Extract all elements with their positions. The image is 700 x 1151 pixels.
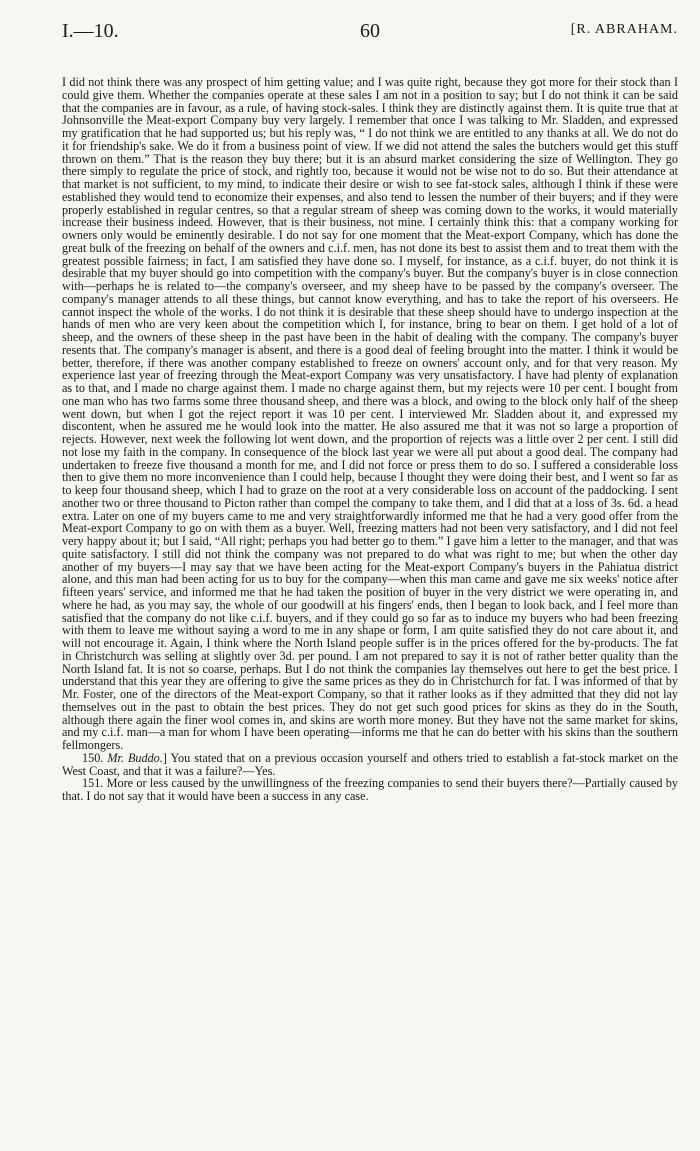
question-number: 150. — [82, 750, 104, 765]
page-number: 60 — [360, 20, 380, 42]
evidence-paragraph: I did not think there was any prospect of him getting value; and I was quite right, because they got more for their stock than I could give them. Whether the companies operate at these sales I am not in a position to say; but I do not think it can be said that the companies are in favour, as a rule, of having stock-sales. I think they are distinctly against them. It is quite true that at Johnsonville the Meat-export Company buy very largely. I remember that once I was talking to Mr. Sladden, and expressed my gratification that he had supported us; but his reply was, “ I do not think we are entitled to any thanks at all. We do not do it for friendship's sake. We do it from a business point of view. If we did not attend the sales the butchers would get this stuff thrown on them.” That is the reason they buy there; but it is an absurd market considering the size of Wellington. They go there simply to regulate the price of stock, and rightly too, because it would not be wise not to do so. But their attendance at that market is not sufficient, to my mind, to indicate their desire or wish to see fat-stock sales, although I think if these were established they would tend to economize their expenses, and also tend to lessen the number of their buyers; and if they were properly established in regular centres, so that a regular stream of sheep was coming down to the works, it would materially increase their business indeed. However, that is their business, not mine. I certainly think this: that a company working for owners only would be eminently desirable. I do not say for one moment that the Meat-export Company, which has done the great bulk of the freezing on behalf of the owners and c.i.f. men, has not done its best to assist them and to treat them with the greatest possible fairness; in fact, I am satisfied they have done so. I myself, for instance, as a c.i.f. buyer, do not think it is desirable that my buyer should go into competition with the company's buyer. But the company's buyer is in close connection with—perhaps he is related to—the company's overseer, and my sheep have to be passed by the company's overseer. The company's manager attends to all these things, but cannot know everything, and has to take the report of his overseers. He cannot inspect the whole of the works. I do not think it is desirable that these sheep should have to undergo inspection at the hands of men who are very keen about the competition which I, for instance, bring to bear on them. I get hold of a lot of sheep, and the owners of these sheep in the past have been in the habit of dealing with the company. The company's buyer resents that. The company's manager is absent, and there is a good deal of feeling brought into the matter. I think it would be better, therefore, if there was another company established to freeze on owners' account only, and for that very reason. My experience last year of freezing through the Meat-export Company was very unsatisfactory. I have had plenty of explanation as to that, and I made no charge against them. I made no charge against them, but my rejects were 10 per cent. I bought from one man who has two farms some three thousand sheep, and there was a block, and owing to the block only half of the sheep went down, but when I got the reject report it was 10 per cent. I interviewed Mr. Sladden about it, and expressed my discontent, when he assured me he would look into the matter. He also assured me that it was not so large a proportion of rejects. However, next week the following lot went down, and the proportion of rejects was a little over 2 per cent. I still did not lose my faith in the company. In consequence of the block last year we were all put about a good deal. The company had undertaken to freeze five thousand a month for me, and I did not force or press them to do so. I suffered a considerable loss then to give them no more inconvenience than I could help, because I thought they were doing their best, and I went so far as to keep four thousand sheep, which I had to graze on the root at a very considerable loss on account of the paddocking. I sent another two or three thousand to Picton rather than compel the company to take them, and I did that at a loss of 3s. 6d. a head extra. Later on one of my buyers came to me and very straightforwardly informed me that he had a very good offer from the Meat-export Company to go on with them as a buyer. Well, freezing matters had not been very satisfactory, and I did not feel very happy about it; but I said, “All right; perhaps you had better go to them.” I gave him a letter to the manager, and that was quite satisfactory. I still did not think the company was not prepared to do what was right to me; but when the other day another of my buyers—I may say that we have been acting for the Meat-export Company's buyers in the Pahiatua district alone, and this man had been acting for us to buy for the company—when this man came and gave me six weeks' notice after fifteen years' service, and informed me that he had taken the position of buyer in the very district we were operating in, and where he had, as you may say, the whole of our goodwill at his fingers' ends, then I began to look back, and I feel more than satisfied that the company do not like c.i.f. buyers, and if they could go so far as to induce my buyers who had been freezing with them to leave me without saying a word to me in any shape or form, I am quite satisfied they do not care about it, and will not encourage it. Again, I think where the North Island people suffer is in the prices offered for the by-products. The fat in Christchurch was selling at slightly over 3d. per pound. I am not prepared to say it is not of rather better quality than the North Island fat. It is not so coarse, perhaps. But I do not think the companies lay themselves out here to get the best price. I understand that this year they are offering to give the same prices as they do in Christchurch for fat. I was informed of that by Mr. Foster, one of the directors of the Meat-export Company, so that it rather looks as if they admitted that they did not lay themselves out in the past to obtain the best prices. They do not get such good prices for skins as they do in the South, although there again the finer wool comes in, and skins are worth more money. But they have not the same market for skins, and my c.i.f. man—a man for whom I have been operating—informs me that he can do better with his skins than the southern fellmongers. — [62, 75, 678, 752]
witness-name: [R. ABRAHAM. — [570, 22, 678, 37]
document-reference: I.—10. — [62, 20, 119, 42]
question-150: 150. Mr. Buddo.] You stated that on a previous occasion yourself and others tried to establish a fat-stock market on the West Coast, and that it was a failure?—Yes. — [62, 750, 678, 778]
question-speaker: Mr. Buddo. — [107, 750, 163, 765]
question-151 — [62, 777, 678, 803]
question-text: More or less caused by the unwillingness of the freezing companies to send their buyers there?—Partially caused by that. I do not say that it would have been a success in any case. — [62, 776, 678, 803]
question-number: 151. — [82, 776, 104, 791]
document-body — [62, 76, 678, 803]
question-text: You stated that on a previous occasion yourself and others tried to establish a fat-stock market on the West Coast, and that it was a failure?—Yes. — [62, 750, 678, 778]
page-header — [62, 20, 678, 50]
